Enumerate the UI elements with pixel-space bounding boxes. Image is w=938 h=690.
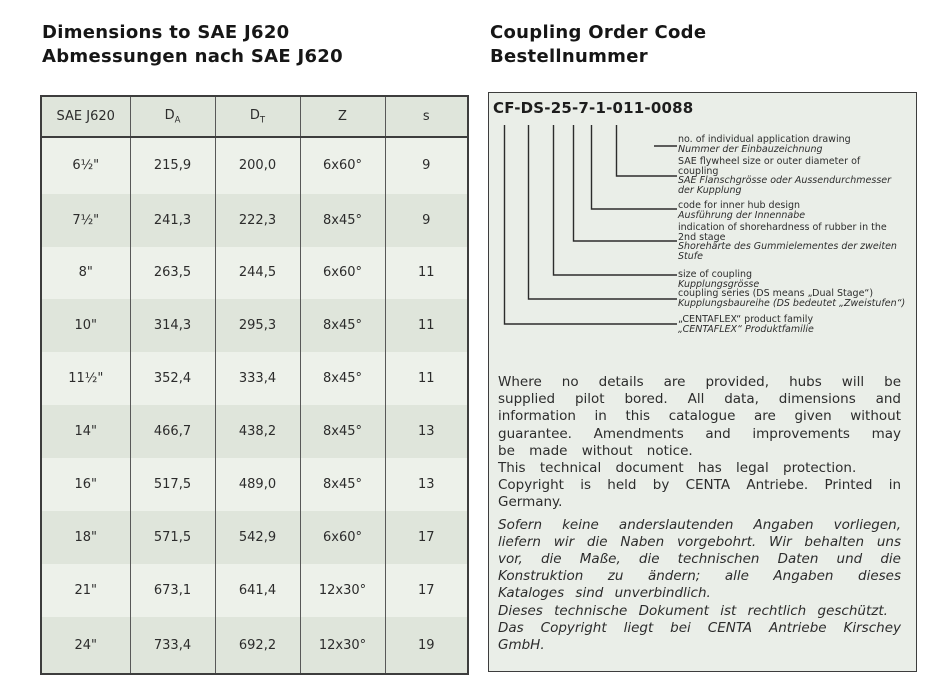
table-cell: 352,4	[130, 352, 215, 405]
order-code-title-de: Bestellnummer	[490, 45, 648, 67]
table-cell: 8x45°	[300, 405, 385, 458]
table-cell: 215,9	[130, 137, 215, 194]
table-cell: 692,2	[215, 617, 300, 674]
disclaimer-paragraph: Where no details are provided, hubs will be supplied pilot bored. All data, dimensions and information in this catalogue are given without guarantee. Amendments and improvements may be made without notice.	[498, 374, 901, 459]
table-row	[41, 511, 468, 564]
table-cell: 244,5	[215, 247, 300, 300]
sae-j620-dimensions-table	[40, 95, 469, 675]
table-cell: 11	[385, 247, 468, 300]
table-cell: 13	[385, 458, 468, 511]
table-cell: 314,3	[130, 299, 215, 352]
table-row	[41, 299, 468, 352]
disclaimer-paragraph: Dieses technische Dokument ist rechtlich geschützt.	[498, 602, 888, 619]
connector-line	[592, 125, 678, 209]
column-header: $D_A$	[130, 96, 215, 137]
table-cell: 489,0	[215, 458, 300, 511]
table-cell: 21"	[41, 564, 130, 617]
dimensions-title-de: Abmessungen nach SAE J620	[42, 45, 343, 67]
table-cell: 542,9	[215, 511, 300, 564]
table-row	[41, 194, 468, 247]
table-cell: 11	[385, 352, 468, 405]
table-cell: 11	[385, 299, 468, 352]
table-row	[41, 137, 468, 194]
table-cell: 14"	[41, 405, 130, 458]
code-segment-label: coupling series (DS means „Dual Stage“) Kupplungsbaureihe (DS bedeutet „Zweistufen“)	[678, 288, 906, 309]
column-header: $D_T$	[215, 96, 300, 137]
table-cell: 295,3	[215, 299, 300, 352]
table-cell: 263,5	[130, 247, 215, 300]
disclaimer-paragraph: Das Copyright liegt bei CENTA Antriebe Kirschey GmbH.	[498, 619, 901, 654]
table-cell: 641,4	[215, 564, 300, 617]
table-cell: 6x60°	[300, 137, 385, 194]
table-cell: 571,5	[130, 511, 215, 564]
connector-line	[505, 125, 678, 324]
disclaimer-en	[498, 374, 901, 512]
table-cell: 438,2	[215, 405, 300, 458]
table-cell: 8x45°	[300, 194, 385, 247]
table-cell: 7½"	[41, 194, 130, 247]
order-code-value: CF-DS-25-7-1-011-0088	[493, 99, 694, 117]
code-segment-label: indication of shorehardness of rubber in the 2nd stage Shorehärte des Gummielementes der zweiten Stufe	[678, 222, 897, 263]
table-cell: 8x45°	[300, 458, 385, 511]
table-cell: 8"	[41, 247, 130, 300]
table-cell: 8x45°	[300, 299, 385, 352]
table-cell: 466,7	[130, 405, 215, 458]
code-segment-label: size of coupling Kupplungsgrösse	[678, 269, 760, 290]
connector-line	[529, 125, 678, 299]
table-row	[41, 352, 468, 405]
table-cell: 517,5	[130, 458, 215, 511]
code-segment-label: „CENTAFLEX“ product family „CENTAFLEX“ Produktfamilie	[678, 314, 814, 335]
table-row	[41, 458, 468, 511]
table-cell: 6x60°	[300, 247, 385, 300]
connector-line	[554, 125, 678, 275]
connector-line	[617, 125, 678, 176]
table-header-row	[41, 96, 468, 137]
table-cell: 11½"	[41, 352, 130, 405]
table-cell: 8x45°	[300, 352, 385, 405]
column-header: s	[385, 96, 468, 137]
table-row	[41, 405, 468, 458]
table-cell: 6x60°	[300, 511, 385, 564]
table-cell: 24"	[41, 617, 130, 674]
code-segment-label: SAE flywheel size or outer diameter of coupling SAE Flanschgrösse oder Aussendurchmesser der Kupplung	[678, 156, 892, 197]
disclaimer-notes	[498, 374, 901, 654]
table-cell: 222,3	[215, 194, 300, 247]
table-cell: 12x30°	[300, 617, 385, 674]
table-row	[41, 564, 468, 617]
table-cell: 333,4	[215, 352, 300, 405]
table-cell: 200,0	[215, 137, 300, 194]
table-body	[41, 137, 468, 674]
table-cell: 9	[385, 137, 468, 194]
disclaimer-de	[498, 517, 901, 655]
table-cell: 733,4	[130, 617, 215, 674]
table-cell: 19	[385, 617, 468, 674]
column-header: Z	[300, 96, 385, 137]
disclaimer-paragraph: This technical document has legal protection.	[498, 460, 857, 477]
order-code-title-en: Coupling Order Code	[490, 22, 707, 43]
connector-line	[574, 125, 678, 241]
table-cell: 16"	[41, 458, 130, 511]
dimensions-title	[42, 21, 343, 68]
table-cell: 13	[385, 405, 468, 458]
table-cell: 17	[385, 511, 468, 564]
table-header	[41, 96, 468, 137]
disclaimer-paragraph: Copyright is held by CENTA Antriebe. Printed in Germany.	[498, 477, 901, 511]
table-row	[41, 247, 468, 300]
table-cell: 12x30°	[300, 564, 385, 617]
table-cell: 6½"	[41, 137, 130, 194]
table-row	[41, 617, 468, 674]
code-segment-label: no. of individual application drawing Nummer der Einbauzeichnung	[678, 134, 851, 155]
table-cell: 10"	[41, 299, 130, 352]
dimensions-title-en: Dimensions to SAE J620	[42, 22, 290, 43]
column-header: SAE J620	[41, 96, 130, 137]
table-cell: 241,3	[130, 194, 215, 247]
table-cell: 18"	[41, 511, 130, 564]
order-code-box	[488, 92, 917, 672]
table-cell: 673,1	[130, 564, 215, 617]
table-cell: 9	[385, 194, 468, 247]
table-cell: 17	[385, 564, 468, 617]
order-code-title	[490, 21, 706, 68]
code-segment-label: code for inner hub design Ausführung der Innennabe	[678, 200, 806, 221]
disclaimer-paragraph: Sofern keine anderslautenden Angaben vorliegen, liefern wir die Naben vorgebohrt. Wir behalten uns vor, die Maße, die technischen Daten und die Konstruktion zu ändern; alle Angaben dieses Kataloges sind unverbindlich.	[498, 516, 901, 602]
